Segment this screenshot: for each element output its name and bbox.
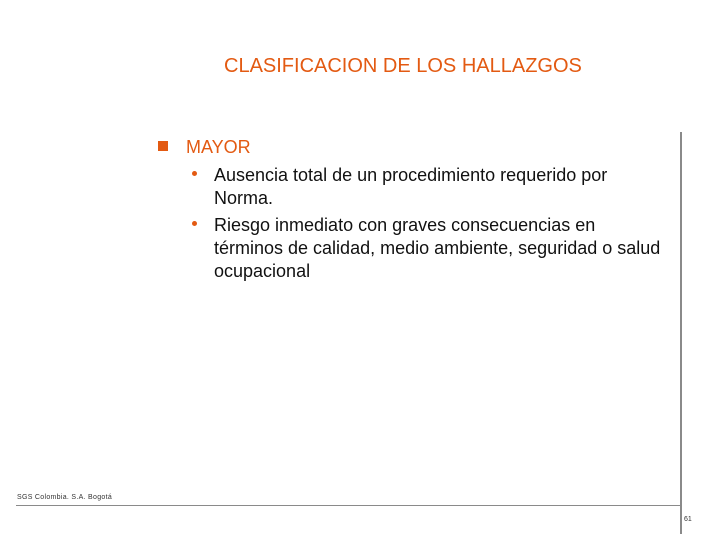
sub-bullet-text: Ausencia total de un procedimiento requerido por Norma. <box>214 165 608 208</box>
dot-bullet-icon <box>192 221 197 226</box>
page-number: 61 <box>684 516 692 523</box>
sub-bullet-text: Riesgo inmediato con graves consecuencias en términos de calidad, medio ambiente, seguridad o salud ocupacional <box>214 215 661 281</box>
vertical-divider <box>680 132 682 534</box>
slide-title: CLASIFICACION DE LOS HALLAZGOS <box>224 55 582 77</box>
dot-bullet-icon <box>192 171 197 176</box>
bullet-list <box>158 136 663 283</box>
sub-bullet-item <box>158 164 663 210</box>
footer-divider <box>16 505 682 506</box>
sub-bullet-item <box>158 214 663 283</box>
bullet-label: MAYOR <box>186 137 251 157</box>
square-bullet-icon <box>158 141 168 151</box>
footer-text: SGS Colombia. S.A. Bogotá <box>17 494 113 501</box>
bullet-item-mayor <box>158 136 663 160</box>
